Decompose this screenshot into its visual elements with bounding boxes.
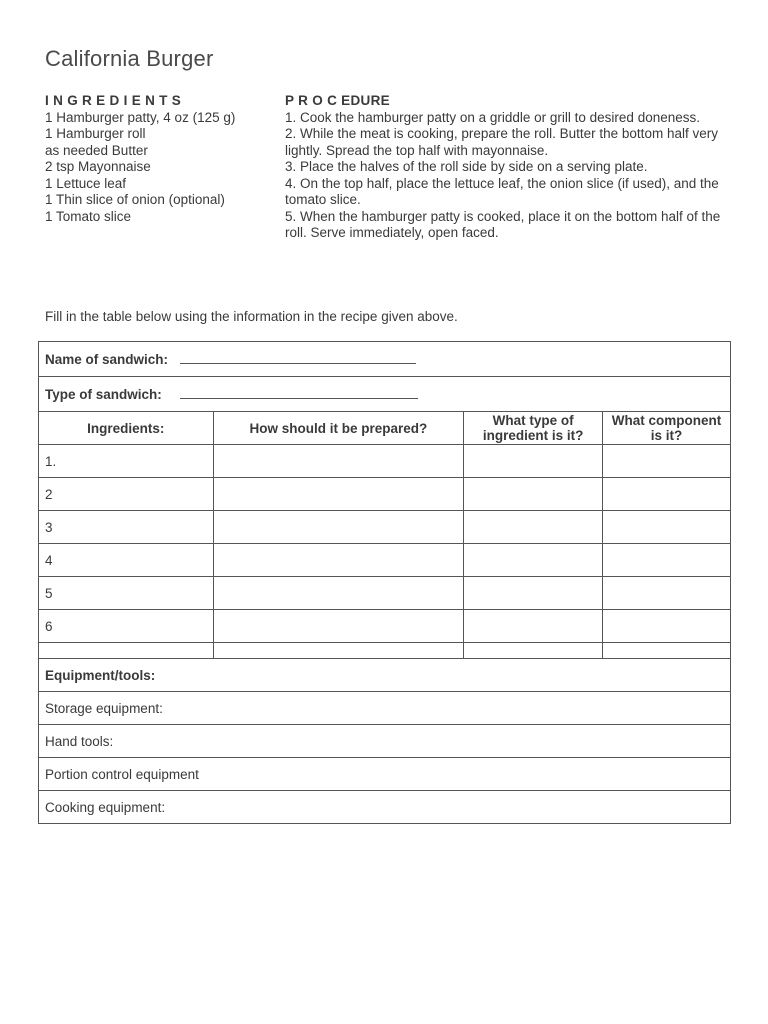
ingredient-line: 1 Lettuce leaf [45, 175, 127, 191]
row-number: 1. [39, 445, 214, 478]
empty-cell[interactable] [464, 643, 603, 659]
row-number: 4 [39, 544, 214, 577]
instruction-text: Fill in the table below using the information in the recipe given above. [45, 309, 458, 324]
component-cell[interactable] [603, 445, 731, 478]
name-of-sandwich-field[interactable] [39, 342, 731, 377]
type-cell[interactable] [464, 610, 603, 643]
component-cell[interactable] [603, 478, 731, 511]
component-cell[interactable] [603, 544, 731, 577]
page-title: California Burger [45, 46, 214, 71]
ingredient-line: as needed Butter [45, 142, 148, 158]
worksheet-table [38, 341, 731, 824]
type-of-sandwich-blank[interactable] [180, 386, 418, 399]
procedure-step: 4. On the top half, place the lettuce leaf, the onion slice (if used), and the tomato slice. [285, 175, 719, 207]
table-row [39, 478, 731, 511]
ingredient-line: 1 Hamburger patty, 4 oz (125 g) [45, 109, 236, 125]
cooking-equipment-field[interactable]: Cooking equipment: [39, 791, 731, 824]
prepared-cell[interactable] [213, 544, 464, 577]
ingredient-line: 2 tsp Mayonnaise [45, 159, 151, 174]
table-row [39, 577, 731, 610]
portion-control-field[interactable]: Portion control equipment [39, 758, 731, 791]
component-cell[interactable] [603, 610, 731, 643]
procedure-heading: P R O C EDURE [285, 93, 390, 108]
storage-equipment-field[interactable]: Storage equipment: [39, 692, 731, 725]
header-prepared: How should it be prepared? [213, 412, 464, 445]
equipment-heading: Equipment/tools: [39, 659, 731, 692]
empty-cell[interactable] [213, 643, 464, 659]
procedure-step: 2. While the meat is cooking, prepare the roll. Butter the bottom half very lightly. Spread the top half with mayonnaise. [285, 126, 718, 158]
ingredient-line: 1 Thin slice of onion (optional) [45, 192, 225, 207]
empty-cell[interactable] [603, 643, 731, 659]
type-of-sandwich-label: Type of sandwich: [45, 387, 162, 402]
component-cell[interactable] [603, 577, 731, 610]
row-number: 5 [39, 577, 214, 610]
ingredients-section [45, 93, 275, 225]
procedure-section [285, 93, 735, 242]
table-row [39, 544, 731, 577]
prepared-cell[interactable] [213, 511, 464, 544]
type-cell[interactable] [464, 511, 603, 544]
name-of-sandwich-label: Name of sandwich: [45, 352, 169, 367]
type-cell[interactable] [464, 577, 603, 610]
header-ingredient-type: What type of ingredient is it? [464, 412, 603, 445]
procedure-step: 1. Cook the hamburger patty on a griddle or grill to desired doneness. [285, 109, 700, 125]
prepared-cell[interactable] [213, 445, 464, 478]
table-row [39, 610, 731, 643]
header-component: What component is it? [603, 412, 731, 445]
type-of-sandwich-field[interactable] [39, 377, 731, 412]
prepared-cell[interactable] [213, 610, 464, 643]
table-row [39, 643, 731, 659]
ingredient-line: 1 Tomato slice [45, 208, 132, 224]
header-ingredients: Ingredients: [39, 412, 214, 445]
type-cell[interactable] [464, 544, 603, 577]
procedure-step: 3. Place the halves of the roll side by side on a serving plate. [285, 159, 648, 174]
component-cell[interactable] [603, 511, 731, 544]
type-cell[interactable] [464, 445, 603, 478]
prepared-cell[interactable] [213, 577, 464, 610]
table-row [39, 511, 731, 544]
table-row [39, 445, 731, 478]
name-of-sandwich-blank[interactable] [180, 351, 416, 364]
row-number: 2 [39, 478, 214, 511]
ingredients-heading: I N G R E D I E N T S [45, 93, 182, 108]
row-number: 6 [39, 610, 214, 643]
procedure-step: 5. When the hamburger patty is cooked, place it on the bottom half of the roll. Serve immediately, open faced. [285, 208, 721, 240]
empty-cell[interactable] [39, 643, 214, 659]
hand-tools-field[interactable]: Hand tools: [39, 725, 731, 758]
prepared-cell[interactable] [213, 478, 464, 511]
row-number: 3 [39, 511, 214, 544]
ingredient-line: 1 Hamburger roll [45, 126, 146, 141]
type-cell[interactable] [464, 478, 603, 511]
